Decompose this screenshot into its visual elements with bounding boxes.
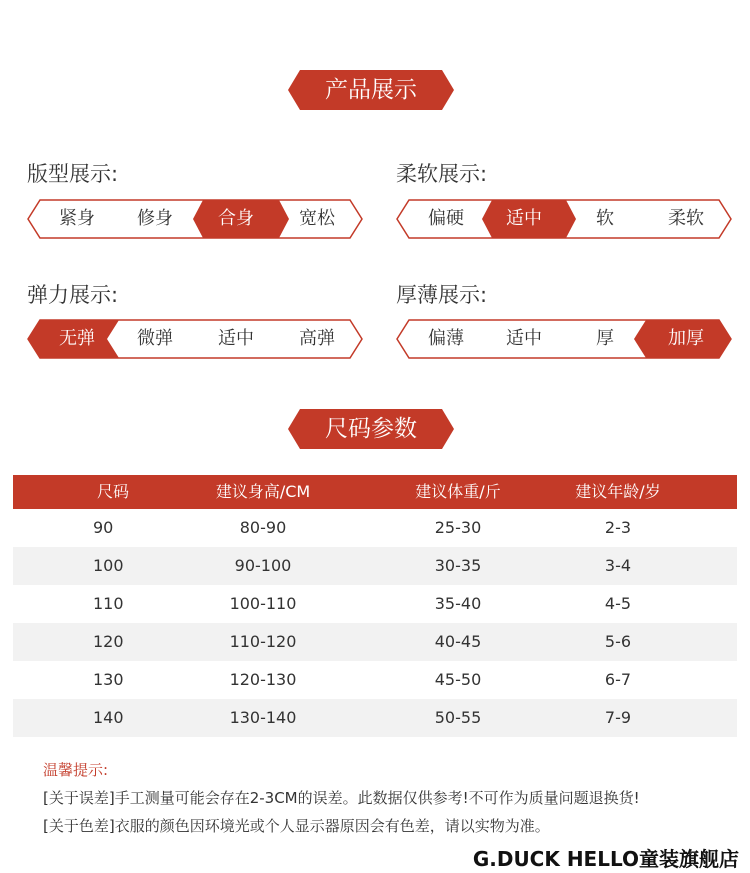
header-height: 建议身高/CM — [215, 482, 311, 501]
table-row — [13, 509, 737, 547]
header-size: 尺码 — [96, 482, 129, 501]
header-weight: 建议体重/斤 — [415, 482, 501, 501]
size-banner-label: 尺码参数 — [325, 416, 417, 442]
cell-weight: 35-40 — [434, 594, 482, 613]
option-regular: 合身 — [218, 208, 254, 229]
option-no-stretch: 无弹 — [59, 328, 95, 349]
thickness-group-title: 厚薄展示: — [396, 283, 488, 307]
cell-age: 4-5 — [604, 594, 632, 613]
cell-height: 80-90 — [239, 518, 287, 537]
option-medium-stretch: 适中 — [218, 328, 254, 349]
table-row — [13, 585, 737, 623]
cell-height: 130-140 — [229, 708, 297, 727]
cell-size: 140 — [93, 708, 124, 727]
cell-height: 120-130 — [229, 670, 297, 689]
option-tight: 紧身 — [59, 208, 95, 229]
option-extra-thick: 加厚 — [668, 328, 704, 349]
elasticity-slider — [27, 319, 363, 359]
option-stiff: 偏硬 — [428, 208, 464, 229]
cell-height: 110-120 — [229, 632, 297, 651]
table-row — [13, 547, 737, 585]
option-loose: 宽松 — [299, 208, 335, 229]
option-slight-stretch: 微弹 — [137, 328, 173, 349]
softness-slider — [396, 199, 732, 239]
header-age: 建议年龄/岁 — [575, 482, 661, 501]
cell-weight: 45-50 — [434, 670, 482, 689]
brand-name: G.DUCK HELLO童装旗舰店 — [472, 847, 739, 871]
option-soft: 软 — [596, 208, 614, 229]
cell-age: 7-9 — [604, 708, 632, 727]
option-high-stretch: 高弹 — [299, 328, 335, 349]
option-thick: 厚 — [596, 328, 614, 349]
cell-weight: 50-55 — [434, 708, 482, 727]
product-banner-label: 产品展示 — [325, 77, 417, 103]
table-row — [13, 623, 737, 661]
cell-weight: 40-45 — [434, 632, 482, 651]
cell-height: 100-110 — [229, 594, 297, 613]
cell-size: 100 — [93, 556, 124, 575]
option-medium: 适中 — [506, 208, 542, 229]
option-slim: 修身 — [137, 208, 173, 229]
note-color-difference: [关于色差]衣服的颜色因环境光或个人显示器原因会有色差，请以实物为准。 — [43, 817, 550, 835]
cell-size: 120 — [93, 632, 124, 651]
note-measurement-error: [关于误差]手工测量可能会存在2-3CM的误差。此数据仅供参考!不可作为质量问题退换货! — [43, 789, 640, 807]
cell-age: 5-6 — [604, 632, 632, 651]
option-thin: 偏薄 — [428, 328, 464, 349]
cell-size: 90 — [93, 518, 114, 537]
option-very-soft: 柔软 — [668, 208, 704, 229]
notes-title: 温馨提示: — [43, 761, 109, 779]
size-banner — [288, 409, 454, 449]
option-medium: 适中 — [506, 328, 542, 349]
thickness-slider — [396, 319, 732, 359]
fit-group-title: 版型展示: — [27, 162, 119, 186]
elasticity-group-title: 弹力展示: — [27, 283, 119, 307]
cell-height: 90-100 — [234, 556, 292, 575]
table-row — [13, 699, 737, 737]
fit-slider — [27, 199, 363, 239]
cell-size: 130 — [93, 670, 124, 689]
cell-weight: 30-35 — [434, 556, 482, 575]
table-header — [13, 475, 737, 509]
product-banner — [288, 70, 454, 110]
table-row — [13, 661, 737, 699]
cell-size: 110 — [93, 594, 124, 613]
cell-age: 2-3 — [604, 518, 632, 537]
cell-weight: 25-30 — [434, 518, 482, 537]
cell-age: 3-4 — [604, 556, 632, 575]
cell-age: 6-7 — [604, 670, 632, 689]
size-table — [13, 475, 737, 737]
softness-group-title: 柔软展示: — [396, 162, 488, 186]
